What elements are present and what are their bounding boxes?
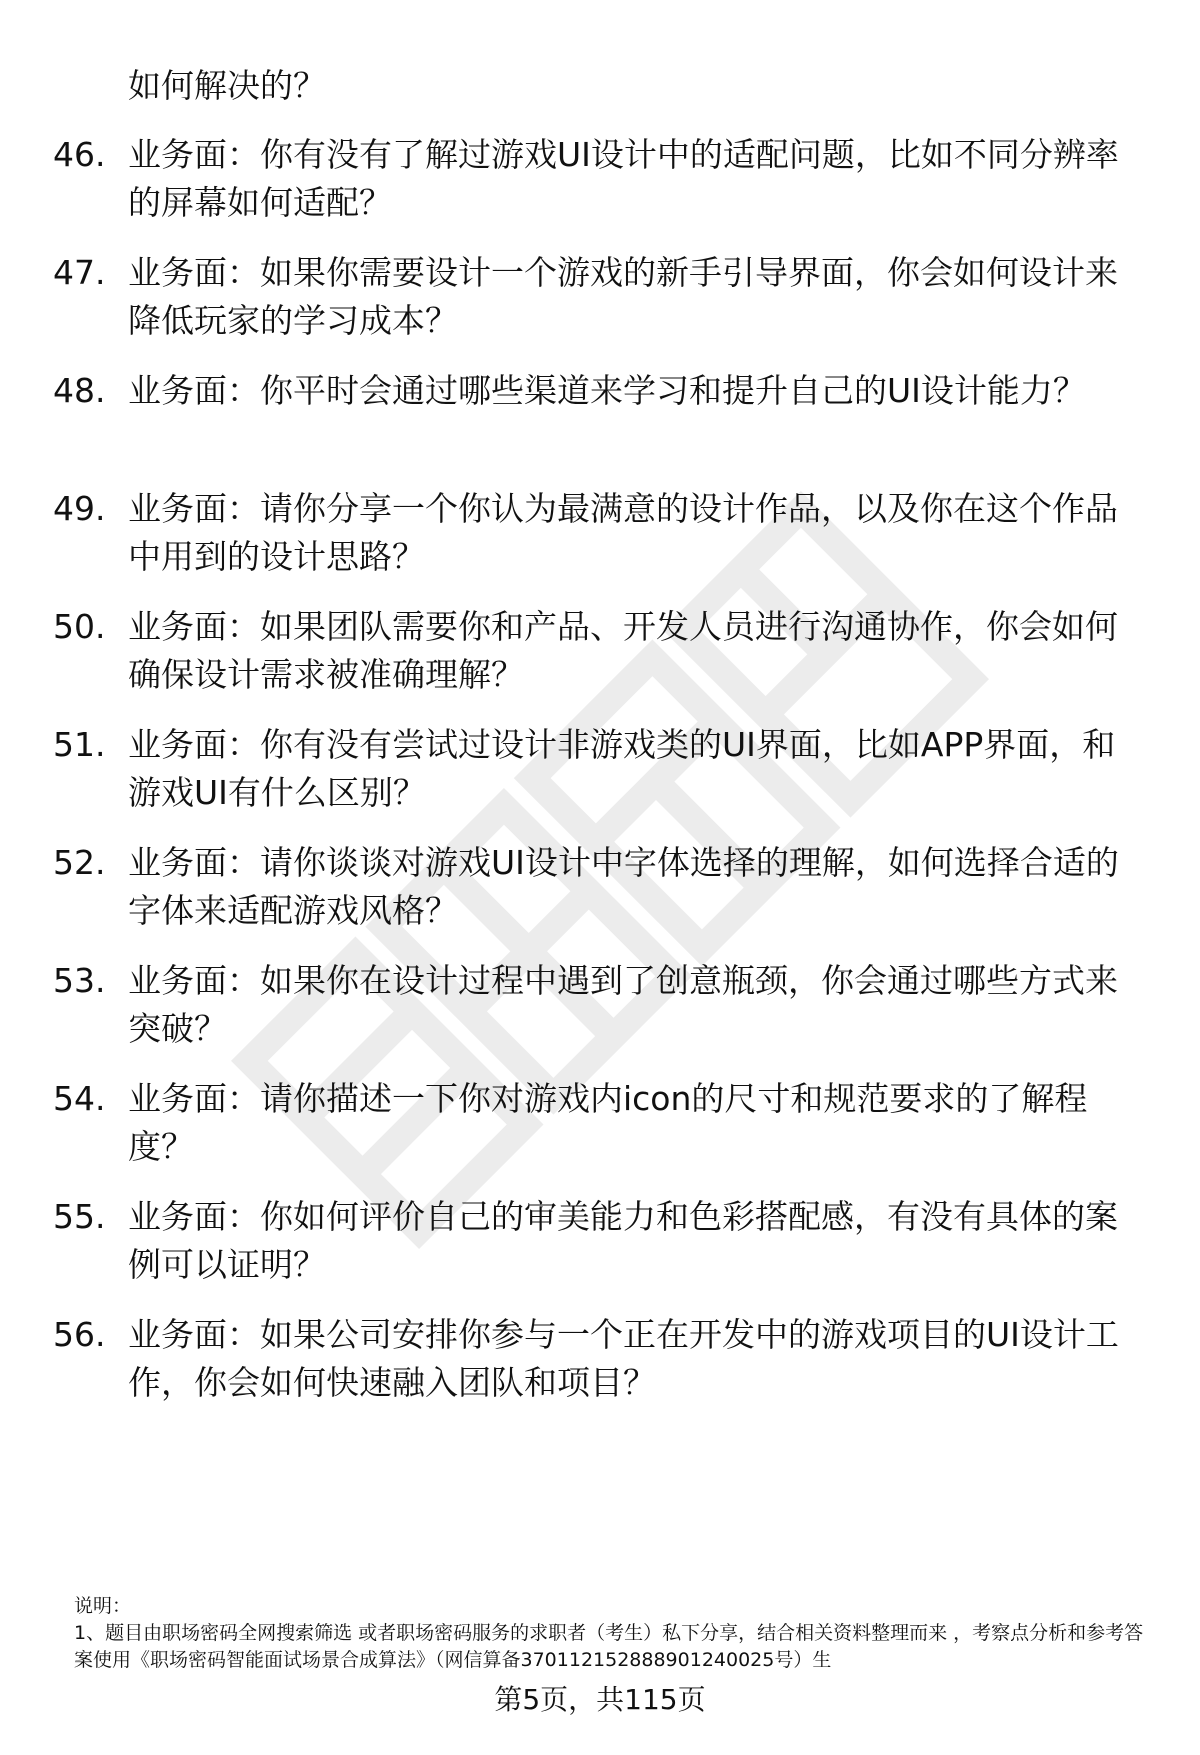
- question-number: 52.: [53, 843, 106, 882]
- question-number: 53.: [53, 961, 106, 1000]
- question-text: 业务面：请你描述一下你对游戏内icon的尺寸和规范要求的了解程度？: [128, 1079, 1088, 1166]
- page-number-footer: 第5页，共115页: [494, 1683, 706, 1716]
- explanatory-note: [74, 1593, 1154, 1674]
- question-item: [0, 957, 1200, 1057]
- question-item: [0, 485, 1200, 585]
- question-text: 业务面：请你分享一个你认为最满意的设计作品，以及你在这个作品中用到的设计思路？: [128, 489, 1118, 576]
- question-item: [0, 249, 1200, 349]
- question-item: [0, 1311, 1200, 1411]
- question-number: 48.: [53, 371, 106, 410]
- question-item: [0, 603, 1200, 703]
- question-item: [0, 131, 1200, 231]
- question-text: 业务面：如果你在设计过程中遇到了创意瓶颈，你会通过哪些方式来突破？: [128, 961, 1118, 1048]
- question-text: 业务面：你如何评价自己的审美能力和色彩搭配感，有没有具体的案例可以证明？: [128, 1197, 1118, 1284]
- question-number: 51.: [53, 725, 106, 764]
- question-number: 50.: [53, 607, 106, 646]
- question-text: 业务面：你平时会通过哪些渠道来学习和提升自己的UI设计能力？: [128, 371, 1086, 410]
- question-number: 56.: [53, 1315, 106, 1354]
- note-heading: 说明：: [74, 1595, 132, 1617]
- note-body: 1、题目由职场密码全网搜索筛选 或者职场密码服务的求职者（考生）私下分享，结合相关资料整理而来 ，考察点分析和参考答案使用《职场密码智能面试场景合成算法》（网信算备370112152888901240025号）生: [74, 1622, 1144, 1671]
- question-number: 54.: [53, 1079, 106, 1118]
- lead-continuation-text: 如何解决的？: [128, 66, 326, 105]
- question-text: 业务面：如果公司安排你参与一个正在开发中的游戏项目的UI设计工作，你会如何快速融入团队和项目？: [128, 1315, 1119, 1402]
- question-number: 46.: [53, 135, 106, 174]
- question-item: [0, 1075, 1200, 1175]
- question-number: 49.: [53, 489, 106, 528]
- question-item: [0, 1193, 1200, 1293]
- question-item: [0, 367, 1200, 467]
- question-item: [0, 721, 1200, 821]
- question-text: 业务面：如果团队需要你和产品、开发人员进行沟通协作，你会如何确保设计需求被准确理解？: [128, 607, 1118, 694]
- question-number: 47.: [53, 253, 106, 292]
- question-text: 业务面：你有没有了解过游戏UI设计中的适配问题，比如不同分辨率的屏幕如何适配？: [128, 135, 1119, 222]
- question-number: 55.: [53, 1197, 106, 1236]
- question-text: 业务面：如果你需要设计一个游戏的新手引导界面，你会如何设计来降低玩家的学习成本？: [128, 253, 1118, 340]
- question-item: [0, 839, 1200, 939]
- question-text: 业务面：请你谈谈对游戏UI设计中字体选择的理解，如何选择合适的字体来适配游戏风格？: [128, 843, 1119, 930]
- question-text: 业务面：你有没有尝试过设计非游戏类的UI界面，比如APP界面，和游戏UI有什么区别？: [128, 725, 1116, 812]
